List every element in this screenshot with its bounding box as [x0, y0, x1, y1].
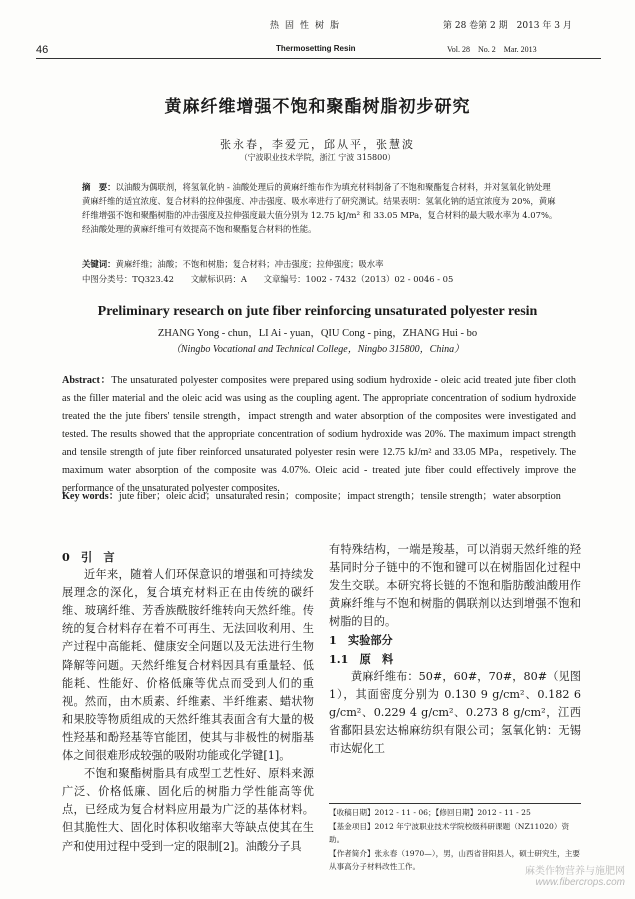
footnote-rule: [329, 803, 581, 804]
classification-line: [82, 272, 558, 286]
abstract-en: [62, 372, 576, 498]
journal-name-en: Thermosetting Resin: [276, 44, 356, 53]
header-rule: [36, 58, 601, 59]
keywords-en-text: jute fiber；oleic acid；unsaturated resin；composite；impact strength；tensile strength；water absorption: [118, 491, 561, 502]
body-paragraph: 不饱和聚酯树脂具有成型工艺性好、原料来源广泛、价格低廉、固化后的树脂力学性能高等优点，已经成为复合材料应用最为广泛的基体材料。但其脆性大、固化时体积收缩率大等缺点使其在生产和使用过程中受到一定的限制[2]。油酸分子具: [62, 767, 314, 853]
site-watermark: [525, 862, 625, 888]
article-id: 文章编号：1002 - 7432（2013）02 - 0046 - 05: [263, 274, 454, 284]
body-paragraph: 有特殊结构，一端是羧基，可以消弱天然纤维的羟基同时分子链中的不饱和键可以在树脂固化过程中发生交联。本研究将长链的不饱和脂肪酸油酸用作黄麻纤维与不饱和树脂的偶联剂以达到增强不饱和树脂的目的。: [329, 543, 581, 629]
section-1-heading: 1 实验部分: [329, 633, 393, 648]
issue-info-cn: 第 28 卷第 2 期 2013 年 3 月: [443, 21, 572, 31]
abstract-cn-text: 以油酸为偶联剂，将氢氧化钠 - 油酸处理后的黄麻纤维布作为填充材料制备了不饱和聚酯复合材料，并对氢氧化钠处理黄麻纤维的适宜浓度、复合材料的拉伸强度、冲击强度、吸水率进行了研究测试。结果表明：氢氧化钠的适宜浓度为 20%，黄麻纤维增强不饱和聚酯树脂的冲击强度及拉伸强度最大值分别为 12.75 kJ/m² 和 33.05 MPa，复合材料的最大吸水率为 4.07%。经油酸处理的黄麻纤维可有效提高不饱和聚酯复合材料的性能。: [82, 182, 558, 234]
footnote-dates: 【收稿日期】2012 - 11 - 06；【修回日期】2012 - 11 - 25: [329, 808, 531, 817]
affiliation-en: （Ningbo Vocational and Technical College，Ningbo 315800，China）: [170, 344, 465, 355]
keywords-cn: [82, 257, 558, 271]
body-paragraph: 近年来，随着人们环保意识的增强和可持续发展理念的深化，复合填充材料正在由传统的碳纤维、玻璃纤维、芳香族酰胺纤维转向天然纤维。传统的复合材料存在着不可再生、无法回收利用、生产过程中高能耗、健康安全问题以及无法进行生物降解等问题。天然纤维复合材料因具有重量轻、低能耗、性能好、价格低廉等优点而受到人们的重视。然而，由木质素、纤维素、半纤维素、蜡状物和果胶等物质组成的天然纤维其表面含有大量的极性羟基和酚羟基等官能团，使其与非极性的树脂基体之间很难形成较强的吸附功能或化学键[1]。: [62, 568, 314, 763]
watermark-text-cn: 麻类作物营养与施肥网: [525, 866, 625, 877]
page-number: 46: [36, 44, 49, 56]
affiliation-cn: （宁波职业技术学院，浙江 宁波 315800）: [239, 153, 396, 162]
footnote-fund: 【基金项目】2012 年宁波职业技术学院校级科研课题（NZ11020）资助。: [329, 821, 570, 844]
authors-cn: 张永春，李爱元，邱从平，张慧波: [220, 138, 415, 151]
footnote-author: 【作者简介】张永春（1970—），男，山西省昔阳县人，硕士研究生，主要从事高分子材料改性工作。: [329, 848, 580, 871]
body-paragraph: 黄麻纤维布：50#，60#，70#，80#（见图 1），其面密度分别为 0.130 9 g/cm²、0.182 6 g/cm²、0.229 4 g/cm²、0.273 8 g/cm²，江西省鄱阳县宏达棉麻纺织有限公司；氢氧化钠：无锡市达妮化工: [329, 669, 581, 756]
abstract-en-text: The unsaturated polyester composites were prepared using sodium hydroxide - oleic acid treated jute fiber cloth as the filler material and the oleic acid was using as the coupling agent. The appropriate concentration of sodium hydroxide treated the the jute fibers' tensile strength，impact strength and water absorption of the composites were investigated and tested. The results showed that the appropriate concentration of sodium hydroxide was 20%. The maximum impact strength and tensile strength of jute fiber reinforced unsaturated polyester resin were 12.75 kJ/m² and 33.05 MPa，respetively. The maximum water absorption of the composite was 4.07%. Oleic acid - treated jute fiber could effectively improve the performance of the unsaturated polyester composites.: [62, 375, 576, 494]
section-1-1-heading: 1.1 原 料: [329, 651, 394, 666]
document-code: 文献标识码：A: [190, 274, 247, 284]
section-0-heading: 0 引 言: [62, 550, 115, 564]
body-right-column: [329, 541, 581, 758]
abstract-en-label: Abstract：: [62, 375, 112, 386]
body-left-column: [62, 548, 314, 856]
abstract-cn-label: 摘 要：: [82, 182, 116, 192]
article-title-en: Preliminary research on jute fiber reinforcing unsaturated polyester resin: [97, 304, 538, 319]
journal-name-cn: 热固性树脂: [270, 21, 346, 31]
authors-en: ZHANG Yong - chun，LI Ai - yuan，QIU Cong - ping，ZHANG Hui - bo: [157, 328, 478, 339]
abstract-cn: [82, 180, 558, 236]
keywords-cn-label: 关键词：: [82, 259, 116, 269]
keywords-cn-text: 黄麻纤维；油酸；不饱和树脂；复合材料；冲击强度；拉伸强度；吸水率: [115, 259, 384, 269]
clc-number: 中图分类号：TQ323.42: [82, 274, 175, 284]
article-title-cn: 黄麻纤维增强不饱和聚酯树脂初步研究: [164, 97, 471, 117]
volume-info-en: Vol. 28 No. 2 Mar. 2013: [447, 45, 537, 54]
keywords-en-label: Key words：: [62, 491, 119, 502]
keywords-en: [62, 488, 576, 506]
watermark-url: www.fibercrops.com: [535, 877, 625, 888]
